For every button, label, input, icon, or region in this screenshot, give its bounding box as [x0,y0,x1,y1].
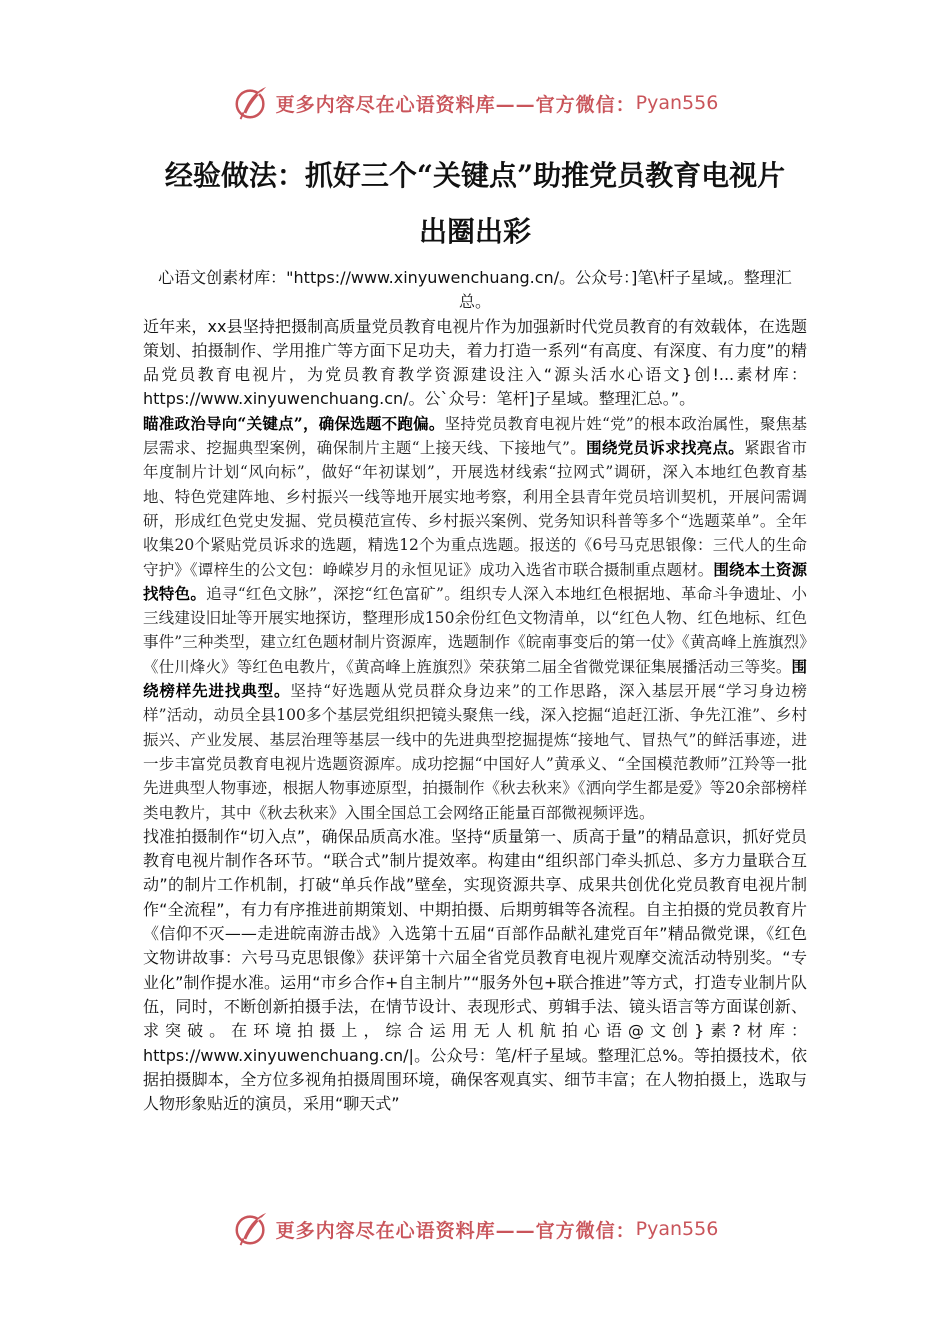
subheading-party-demands: 围绕党员诉求找亮点。 [586,438,745,458]
subheading-role-models: 围绕榜样先进找典型。 [143,656,807,701]
footer-banner-wechat-id: Pyan556 [635,1218,719,1240]
quill-pen-logo-icon [232,84,270,122]
section-1-heading: 瞄准政治导向“关键点”，确保选题不跑偏。 [143,413,445,433]
source-line: 心语文创素材库："https://www.xinyuwenchuang.cn/。公众号：]笔\杆子星域,。整理汇总。 [158,268,792,312]
party-demands-text: 紧跟省市年度制片计划“风向标”，做好“年初谋划”，开展选材线索“拉网式”调研，深入本地红色教育基地、特色党建阵地、乡村振兴一线等地开展实地考察，利用全县青年党员培训契机，开展问需调研，形成红色党史发掘、党员模范宣传、乡村振兴案例、党务知识科普等多个“选题菜单”。全年收集20个紧贴党员诉求的选题，精选12个为重点选题。报送的《6号马克思银像：三代人的生命守护》《谭梓生的公文包：峥嵘岁月的永恒见证》成功入选省市联合摄制重点题材。 [143,439,807,579]
quill-pen-logo-icon [232,1210,270,1248]
document-title [120,148,830,260]
section-1-paragraph [143,412,807,825]
section-2-paragraph: 找准拍摄制作“切入点”，确保品质高水准。坚持“质量第一、质高于量”的精品意识，抓好党员教育电视片制作各环节。“联合式”制片提效率。构建由“组织部门牵头抓总、多方力量联合互动”的制片工作机制，打破“单兵作战”壁垒，实现资源共享、成果共创优化党员教育电视片制作“全流程”，有力有序推进前期策划、中期拍摄、后期剪辑等各流程。自主拍摄的党员教育片《信仰不灭——走进皖南游击战》入选第十五届“百部作品献礼建党百年”精品微党课，《红色文物讲故事：六号马克思银像》获评第十六届全省党员教育电视片观摩交流活动特别奖。“专业化”制作提水准。运用“市乡合作+自主制片”“服务外包+联合推进”等方式，打造专业制片队伍，同时，不断创新拍摄手法，在情节设计、表现形式、剪辑手法、镜头语言等方面谋创新、求突破。在环境拍摄上，综合运用无人机航拍心语@文创}素?材库：https://www.xinyuwenchuang.cn/|。公众号：笔/杆子星域。整理汇总%。等拍摄技术，依据拍摄脚本，全方位多视角拍摄周围环境，确保客观真实、细节丰富；在人物拍摄上，选取与人物形象贴近的演员，采用“聊天式” [143,826,807,1114]
intro-paragraph: 近年来，xx县坚持把摄制高质量党员教育电视片作为加强新时代党员教育的有效载体，在选题策划、拍摄制作、学用推广等方面下足功夫，着力打造一系列“有高度、有深度、有力度”的精品党员教育电视片，为党员教育教学资源建设注入“源头活水心语文}创!...素材库：https://www.xinyuwenchuang.cn/。公`众号：笔杆]子星域。整理汇总。”。 [143,316,807,409]
footer-banner-text: 更多内容尽在心语资料库——官方微信： [275,1219,636,1242]
subheading-local-resources: 围绕本土资源找特色。 [143,559,807,603]
banner-text: 更多内容尽在心语资料库——官方微信： [275,93,636,116]
header-banner [0,82,950,124]
document-body [143,266,807,1116]
footer-banner [0,1208,950,1250]
section-1-text: 坚持党员教育电视片姓“党”的根本政治属性，聚焦基层需求、挖掘典型案例，确保制片主题“上接天线、下接地气”。 [143,414,807,458]
local-resources-text: 追寻“红色文脉”，深挖“红色富矿”。组织专人深入本地红色根据地、革命斗争遗址、小三线建设旧址等开展实地探访，整理形成150余份红色文物清单，以“红色人物、红色地标、红色事件”三种类型，建立红色题材制片资源库，选题制作《皖南事变后的第一仗》《黄高峰上旌旗烈》《仕川烽火》等红色电教片，《黄高峰上旌旗烈》荣获第二届全省微党课征集展播活动三等奖。 [143,584,807,676]
role-models-text: 坚持“好选题从党员群众身边来”的工作思路，深入基层开展“学习身边榜样”活动，动员全县100多个基层党组织把镜头聚焦一线，深入挖掘“追赶江浙、争先江淮”、乡村振兴、产业发展、基层治理等基层一线中的先进典型挖掘提炼“接地气、冒热气”的鲜活事迹，进一步丰富党员教育电视片选题资源库。成功挖掘“中国好人”黄承义、“全国模范教师”江羚等一批先进典型人物事迹，根据人物事迹原型，拍摄制作《秋去秋来》《洒向学生都是爱》等20余部榜样类电教片，其中《秋去秋来》入围全国总工会网络正能量百部微视频评选。 [143,682,807,822]
title-line-1: 经验做法：抓好三个“关键点”助推党员教育电视片 [164,159,786,192]
title-line-2: 出圈出彩 [418,215,531,248]
banner-wechat-id: Pyan556 [635,92,719,114]
